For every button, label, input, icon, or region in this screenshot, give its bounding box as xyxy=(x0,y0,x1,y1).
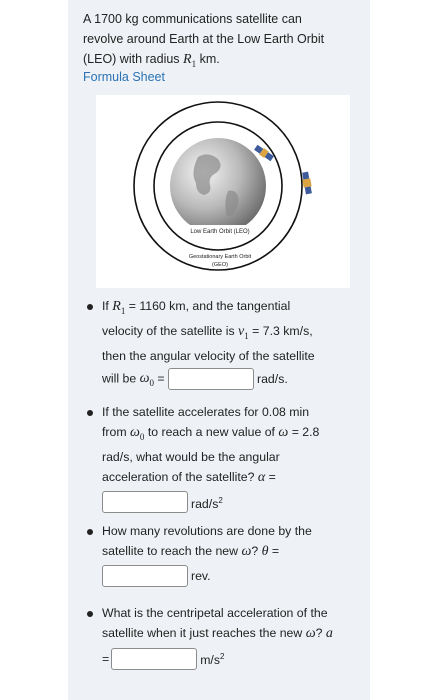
q1-var-v-sub: 1 xyxy=(244,330,249,341)
q1-text-velocity: velocity of the satellite is xyxy=(102,323,239,338)
radius-subscript: 1 xyxy=(191,58,197,69)
geo-satellite-icon xyxy=(301,171,313,194)
geo-label-line-2: (GEO) xyxy=(212,262,228,268)
radius-variable xyxy=(183,52,196,67)
q1-var-v xyxy=(238,324,249,339)
radius-symbol: R xyxy=(183,52,192,67)
q1-text: If xyxy=(102,299,113,313)
q4-text: satellite when it just reaches the new xyxy=(102,626,306,640)
q1-var-w0-symbol: ω xyxy=(139,370,150,386)
angular-velocity-input[interactable] xyxy=(168,368,254,390)
q1-line-2 xyxy=(102,321,363,346)
q1-var-r-sub: 1 xyxy=(120,305,126,316)
q1-unit: rad/s. xyxy=(257,371,288,386)
q2-var-w0 xyxy=(130,425,144,440)
q4-equals: = xyxy=(102,651,110,666)
bullet-icon xyxy=(87,611,93,617)
q4-question-mark: ? xyxy=(315,626,326,640)
q1-line-4 xyxy=(102,368,363,393)
q2-text-acceleration: acceleration of the satellite? xyxy=(102,469,258,484)
q3-answer-row xyxy=(102,565,363,587)
q2-unit xyxy=(191,491,223,514)
q4-answer-row xyxy=(102,647,363,670)
q3-equals: = xyxy=(268,544,280,558)
q2-equals: = xyxy=(265,469,276,484)
q3-text: satellite to reach the new xyxy=(102,544,242,558)
q3-line-2 xyxy=(102,541,363,562)
q3-var-w: ω xyxy=(241,544,252,559)
q2-var-alpha: α xyxy=(257,469,266,485)
bullet-icon xyxy=(87,410,93,416)
centripetal-acceleration-input[interactable] xyxy=(111,648,197,670)
leo-label: Low Earth Orbit (LEO) xyxy=(190,229,250,235)
orbit-diagram-svg xyxy=(96,95,350,288)
problem-statement xyxy=(83,9,363,74)
question-3 xyxy=(83,521,363,587)
q4-line-2 xyxy=(102,623,363,644)
q1-var-r xyxy=(112,299,125,314)
earth-globe xyxy=(170,138,266,234)
q1-text-velocity-value: = 7.3 km/s, xyxy=(248,323,313,338)
q4-line-1: What is the centripetal acceleration of the xyxy=(102,606,328,620)
q1-text-radius: = 1160 km, and the tangential xyxy=(125,299,291,313)
intro-line-2: revolve around Earth at the Low Earth Orbit xyxy=(83,32,325,46)
revolutions-input[interactable] xyxy=(102,565,188,587)
q4-unit-text: m/s xyxy=(200,653,220,668)
q1-var-v-symbol: v xyxy=(238,323,245,339)
q3-line-1: How many revolutions are done by the xyxy=(102,524,312,538)
q2-unit-text: rad/s xyxy=(191,496,219,511)
q1-var-r-symbol: R xyxy=(112,299,121,314)
q1-var-w0-sub: 0 xyxy=(149,377,154,388)
angular-acceleration-input[interactable] xyxy=(102,491,188,513)
q2-text-value: = 2.8 xyxy=(288,425,320,439)
q2-var-w0-sub: 0 xyxy=(139,431,145,442)
q2-unit-sup: 2 xyxy=(218,495,223,505)
formula-sheet-link[interactable]: Formula Sheet xyxy=(83,70,165,84)
q2-var-w: ω xyxy=(278,425,289,440)
q4-unit xyxy=(200,647,224,670)
q2-text-reach: to reach a new value of xyxy=(144,425,279,439)
orbit-diagram xyxy=(96,95,350,288)
q2-line-4 xyxy=(102,467,363,488)
q4-var-a: a xyxy=(325,626,333,641)
q1-line-3: then the angular velocity of the satellite xyxy=(102,348,315,363)
intro-line-3-unit: km. xyxy=(196,52,220,66)
q3-unit: rev. xyxy=(191,569,211,583)
question-2 xyxy=(83,402,363,514)
q1-text-will-be: will be xyxy=(102,370,140,385)
q1-var-w0 xyxy=(140,371,154,386)
geo-label-line-1: Geostationary Earth Orbit xyxy=(188,254,252,260)
bullet-icon xyxy=(87,304,93,310)
q2-line-1: If the satellite accelerates for 0.08 min xyxy=(102,405,310,419)
intro-line-3-text: (LEO) with radius xyxy=(83,52,184,66)
question-4 xyxy=(83,603,363,670)
q4-unit-sup: 2 xyxy=(220,652,225,661)
intro-line-1: A 1700 kg communications satellite can xyxy=(83,12,302,26)
question-1 xyxy=(83,296,363,393)
q2-line-2 xyxy=(102,422,363,447)
q1-line-1 xyxy=(102,296,363,321)
q3-var-theta: θ xyxy=(261,544,269,559)
q2-text-from: from xyxy=(102,425,131,439)
q2-answer-row xyxy=(102,491,363,514)
q2-line-3: rad/s, what would be the angular xyxy=(102,449,280,464)
bullet-icon xyxy=(87,529,93,535)
q2-var-w0-symbol: ω xyxy=(130,425,140,440)
q4-var-w: ω xyxy=(305,626,316,641)
q3-question-mark: ? xyxy=(251,544,262,558)
q1-equals: = xyxy=(153,370,168,385)
